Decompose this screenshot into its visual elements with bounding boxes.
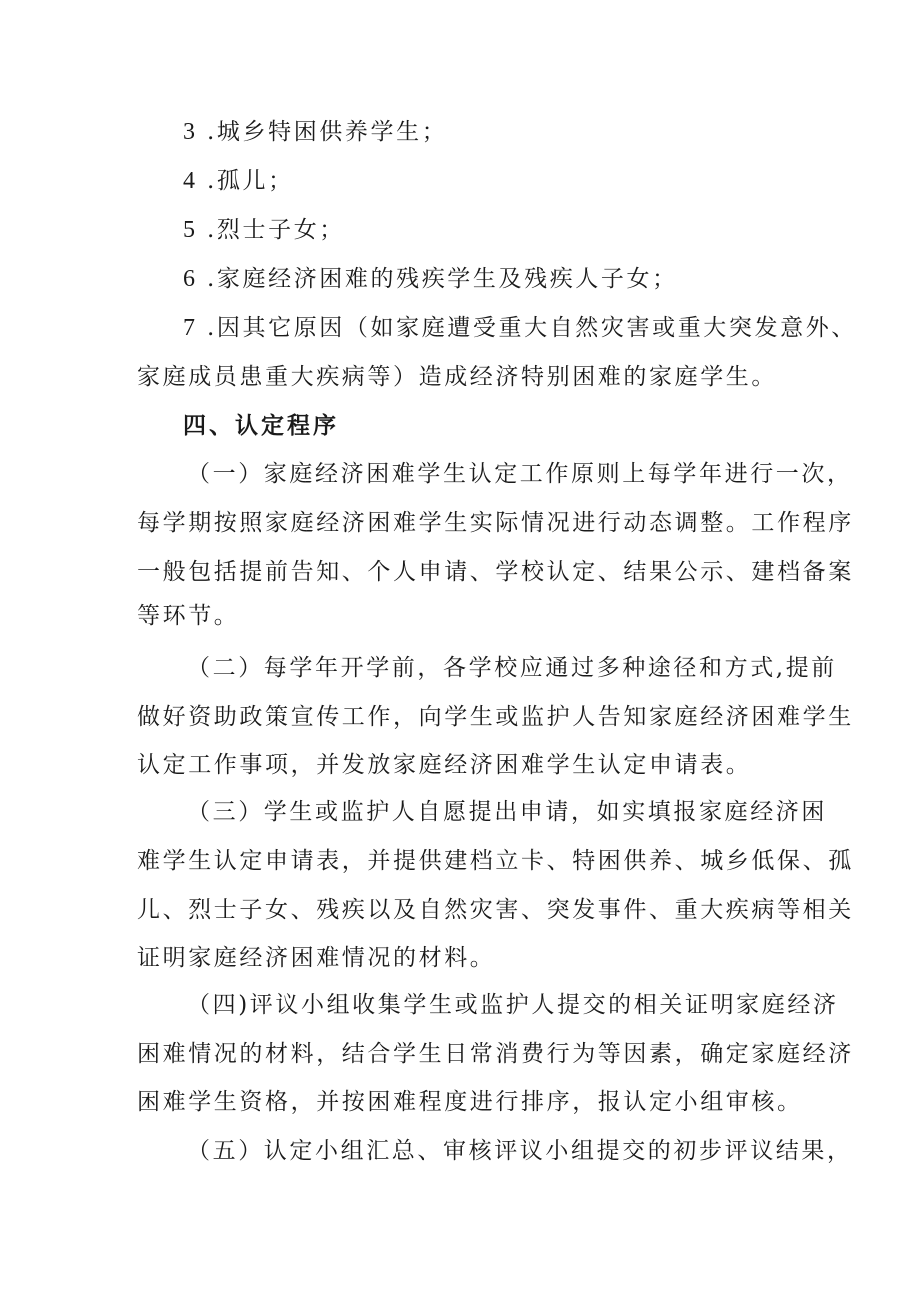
paragraph-line: 困难学生资格，并按困难程度进行排序，报认定小组审核。 bbox=[137, 1089, 803, 1115]
paragraph-line: 一般包括提前告知、个人申请、学校认定、结果公示、建档备案 bbox=[137, 559, 854, 585]
paragraph-line: 难学生认定申请表，并提供建档立卡、特困供养、城乡低保、孤 bbox=[137, 848, 854, 874]
list-item-number: 6 bbox=[183, 266, 198, 292]
paragraph-line: （三）学生或监护人自愿提出申请，如实填报家庭经济困 bbox=[187, 799, 827, 825]
list-item-number: 7 bbox=[183, 315, 198, 341]
paragraph-line: （一）家庭经济困难学生认定工作原则上每学年进行一次， bbox=[187, 461, 853, 487]
list-item-text: .因其它原因（如家庭遭受重大自然灾害或重大突发意外、 bbox=[207, 315, 857, 341]
paragraph-line: 认定工作事项，并发放家庭经济困难学生认定申请表。 bbox=[137, 752, 752, 778]
paragraph-line: （五）认定小组汇总、审核评议小组提交的初步评议结果， bbox=[187, 1138, 853, 1164]
list-item-text: .孤儿； bbox=[207, 168, 294, 194]
list-item-number: 4 bbox=[183, 168, 198, 194]
list-item-text: .烈士子女； bbox=[207, 217, 345, 243]
paragraph-line: （二）每学年开学前，各学校应通过多种途径和方式,提前 bbox=[187, 655, 837, 681]
section-heading: 四、认定程序 bbox=[183, 412, 339, 439]
list-item-number: 3 bbox=[183, 119, 198, 145]
list-item-number: 5 bbox=[183, 217, 198, 243]
paragraph-line: 困难情况的材料，结合学生日常消费行为等因素，确定家庭经济 bbox=[137, 1041, 854, 1067]
paragraph-line: 每学期按照家庭经济困难学生实际情况进行动态调整。工作程序 bbox=[137, 510, 854, 536]
list-item-text: .家庭经济困难的残疾学生及残疾人子女； bbox=[207, 266, 678, 292]
paragraph-line: （四)评议小组收集学生或监护人提交的相关证明家庭经济 bbox=[187, 992, 839, 1018]
list-item bbox=[183, 215, 345, 245]
list-item-continuation: 家庭成员患重大疾病等）造成经济特别困难的家庭学生。 bbox=[137, 364, 777, 390]
list-item bbox=[183, 313, 857, 343]
paragraph-line: 证明家庭经济困难情况的材料。 bbox=[137, 945, 496, 971]
list-item bbox=[183, 117, 447, 147]
paragraph-line: 等环节。 bbox=[137, 603, 240, 629]
list-item-text: .城乡特困供养学生； bbox=[207, 119, 448, 145]
paragraph-line: 儿、烈士子女、残疾以及自然灾害、突发事件、重大疾病等相关 bbox=[137, 897, 854, 923]
paragraph-line: 做好资助政策宣传工作，向学生或监护人告知家庭经济困难学生 bbox=[137, 704, 854, 730]
list-item bbox=[183, 264, 678, 294]
list-item bbox=[183, 166, 294, 196]
